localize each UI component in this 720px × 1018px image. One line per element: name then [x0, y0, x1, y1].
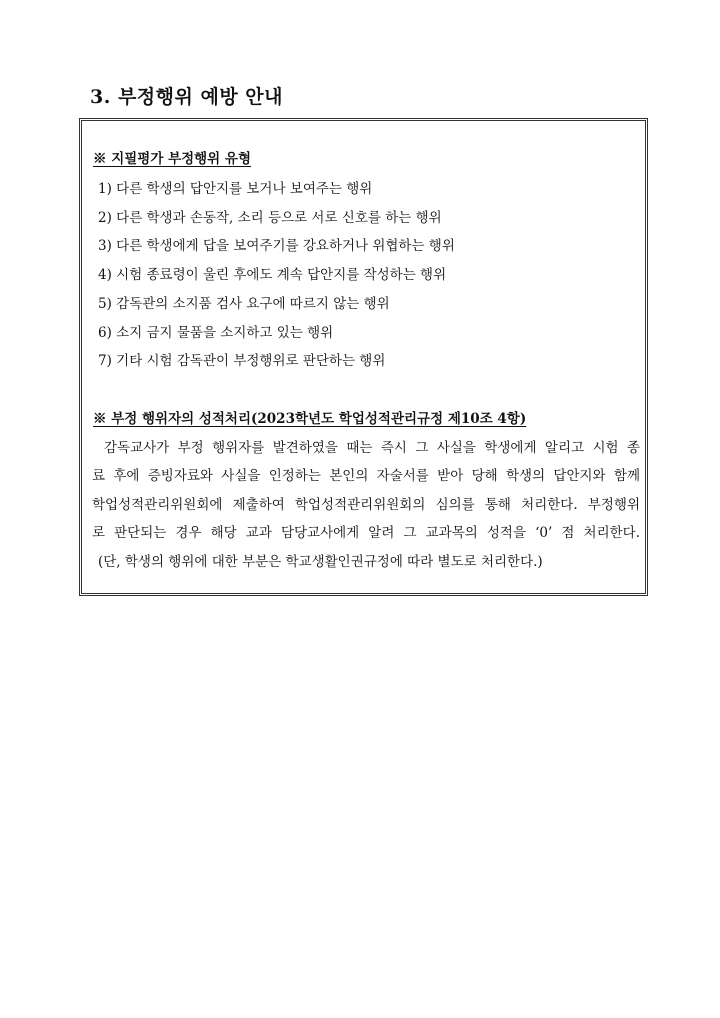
list-item: 3) 다른 학생에게 답을 보여주기를 강요하거나 위협하는 행위 [98, 238, 455, 255]
paragraph-line: 감독교사가 부정 행위자를 발견하였을 때는 즉시 그 사실을 학생에게 알리고 시험 종 [104, 440, 640, 456]
cheating-types-heading: ※ 지필평가 부정행위 유형 [93, 151, 252, 167]
list-item: 1) 다른 학생의 답안지를 보거나 보여주는 행위 [98, 181, 373, 197]
paragraph-line: 로 판단되는 경우 해당 교과 담당교사에게 알려 그 교과목의 성적을 ‘0’ 점 처리한다. [92, 525, 640, 542]
grading-paragraph [92, 434, 640, 576]
section-title: 3. 부정행위 예방 안내 [90, 86, 284, 108]
list-item: 5) 감독관의 소지품 검사 요구에 따르지 않는 행위 [98, 295, 390, 312]
list-item: 6) 소지 금지 물품을 소지하고 있는 행위 [98, 324, 334, 341]
list-item: 4) 시험 종료령이 울린 후에도 계속 답안지를 작성하는 행위 [98, 267, 447, 284]
paragraph-line: 학업성적관리위원회에 제출하여 학업성적관리위원회의 심의를 통해 처리한다. 부정행위 [92, 496, 640, 513]
paragraph-line: (단, 학생의 행위에 대한 부분은 학교생활인권규정에 따라 별도로 처리한다.) [98, 553, 543, 570]
cheating-types-list [98, 175, 455, 376]
grading-heading: ※ 부정 행위자의 성적처리(2023학년도 학업성적관리규정 제10조 4항) [93, 411, 527, 427]
list-item: 7) 기타 시험 감독관이 부정행위로 판단하는 행위 [98, 353, 386, 370]
paragraph-line: 료 후에 증빙자료와 사실을 인정하는 본인의 자술서를 받아 당해 학생의 답안지와 함께 [92, 468, 640, 485]
notice-box [79, 118, 648, 596]
list-item: 2) 다른 학생과 손동작, 소리 등으로 서로 신호를 하는 행위 [98, 209, 442, 226]
